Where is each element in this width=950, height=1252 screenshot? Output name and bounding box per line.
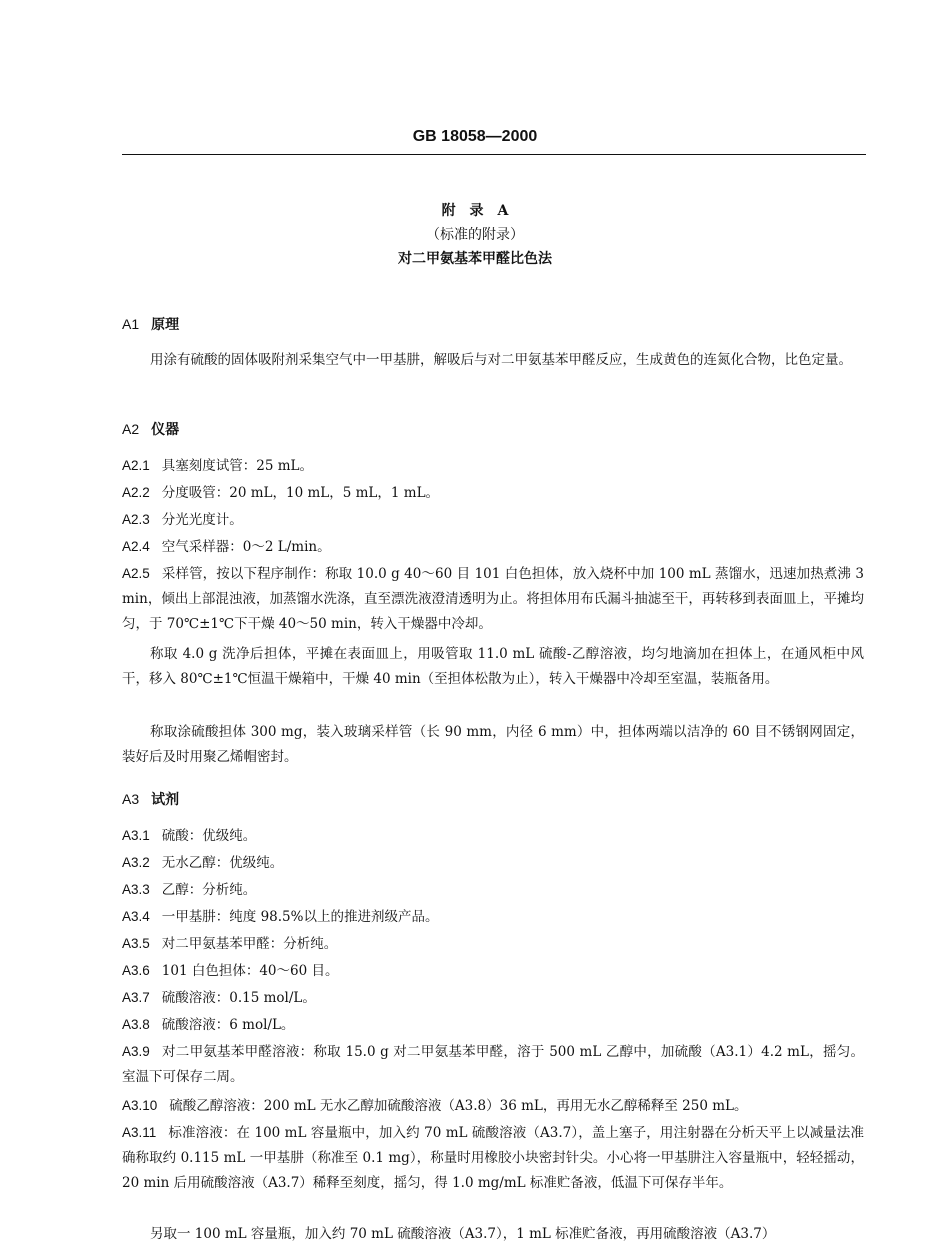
paragraph-sampling-tube: 称取涂硫酸担体 300 mg，装入玻璃采样管（长 90 mm，内径 6 mm）中，担体两端以洁净的 60 目不锈钢网固定，装好后及时用聚乙烯帽密封。 xyxy=(122,724,864,765)
item-text: 对二甲氨基苯甲醛溶液：称取 15.0 g 对二甲氨基苯甲醛，溶于 500 mL 乙醇中，加硫酸（A3.1）4.2 mL，摇匀。室温下可保存二周。 xyxy=(122,1044,864,1085)
item-number: A2.5 xyxy=(122,566,150,581)
appendix-title: 附 录 A xyxy=(441,203,509,219)
list-item xyxy=(122,453,864,479)
item-number: A2.1 xyxy=(122,458,150,473)
list-item xyxy=(122,1012,864,1038)
item-number: A3.9 xyxy=(122,1044,150,1059)
header-rule xyxy=(122,154,866,155)
item-text: 分度吸管：20 mL，10 mL，5 mL，1 mL。 xyxy=(161,485,440,501)
item-text: 硫酸乙醇溶液：200 mL 无水乙醇加硫酸溶液（A3.8）36 mL，再用无水乙醇稀释至 250 mL。 xyxy=(169,1098,748,1114)
section-heading-a2 xyxy=(122,419,179,439)
method-title: 对二甲氨基苯甲醛比色法 xyxy=(398,251,552,267)
section-title: 仪器 xyxy=(151,422,180,438)
list-item xyxy=(122,904,864,930)
item-text: 采样管，按以下程序制作：称取 10.0 g 40～60 目 101 白色担体，放入烧杯中加 100 mL 蒸馏水，迅速加热煮沸 3 min，倾出上部混浊液，加蒸馏水洗涤，直至漂洗液澄清透明为止。将担体用布氏漏斗抽滤至干，再转移到表面皿上，平摊均匀，于 70℃±1℃下干燥 40～50 min，转入干燥器中冷却。 xyxy=(122,566,864,632)
paragraph-working-solution: 另取一 100 mL 容量瓶，加入约 70 mL 硫酸溶液（A3.7），1 mL 标准贮备液，再用硫酸溶液（A3.7） xyxy=(150,1226,776,1242)
document-code: GB 18058—2000 xyxy=(412,128,538,145)
item-number: A3.7 xyxy=(122,990,150,1005)
item-number: A3.2 xyxy=(122,855,150,870)
item-text: 具塞刻度试管：25 mL。 xyxy=(161,458,314,474)
list-item xyxy=(122,561,864,637)
item-text: 硫酸溶液：6 mol/L。 xyxy=(161,1017,295,1033)
section-number: A1 xyxy=(122,316,140,332)
appendix-subtitle: （标准的附录） xyxy=(426,227,524,243)
item-number: A2.3 xyxy=(122,512,150,527)
item-number: A3.4 xyxy=(122,909,150,924)
list-item xyxy=(122,1120,864,1196)
list-item xyxy=(122,1093,864,1119)
item-number: A2.2 xyxy=(122,485,150,500)
section-heading-a1 xyxy=(122,314,179,334)
section-heading-a3 xyxy=(122,789,179,809)
list-item xyxy=(122,823,864,849)
list-item xyxy=(122,507,864,533)
section-title: 试剂 xyxy=(151,792,180,808)
item-text: 硫酸溶液：0.15 mol/L。 xyxy=(161,990,316,1006)
section-title: 原理 xyxy=(151,317,180,333)
item-text: 标准溶液：在 100 mL 容量瓶中，加入约 70 mL 硫酸溶液（A3.7），盖上塞子，用注射器在分析天平上以减量法准确称取约 0.115 mL 一甲基肼（称准至 0.1 mg），称量时用橡胶小块密封针尖。小心将一甲基肼注入容量瓶中，轻轻摇动，20 min 后用硫酸溶液（A3.7）稀释至刻度，摇匀，得 1.0 mg/mL 标准贮备液，低温下可保存半年。 xyxy=(122,1125,864,1191)
list-item xyxy=(122,850,864,876)
item-text: 101 白色担体：40～60 目。 xyxy=(161,963,339,979)
item-number: A3.8 xyxy=(122,1017,150,1032)
list-item xyxy=(122,877,864,903)
item-number: A2.4 xyxy=(122,539,150,554)
list-item xyxy=(122,958,864,984)
item-text: 硫酸：优级纯。 xyxy=(161,828,257,844)
item-number: A3.3 xyxy=(122,882,150,897)
list-item xyxy=(122,480,864,506)
list-item xyxy=(122,985,864,1011)
paragraph-support-coating: 称取 4.0 g 洗净后担体，平摊在表面皿上，用吸管取 11.0 mL 硫酸-乙醇溶液，均匀地滴加在担体上，在通风柜中风干，移入 80℃±1℃恒温干燥箱中，干燥 40 min（至担体松散为止），转入干燥器中冷却至室温，装瓶备用。 xyxy=(122,646,864,687)
item-text: 一甲基肼：纯度 98.5%以上的推进剂级产品。 xyxy=(161,909,439,925)
item-number: A3.6 xyxy=(122,963,150,978)
section-number: A3 xyxy=(122,791,140,807)
item-number: A3.10 xyxy=(122,1098,158,1113)
item-text: 空气采样器：0～2 L/min。 xyxy=(161,539,331,555)
item-text: 对二甲氨基苯甲醛：分析纯。 xyxy=(161,936,338,952)
paragraph-principle: 用涂有硫酸的固体吸附剂采集空气中一甲基肼，解吸后与对二甲氨基苯甲醛反应，生成黄色的连氮化合物，比色定量。 xyxy=(150,352,852,368)
item-number: A3.11 xyxy=(122,1125,157,1140)
list-item xyxy=(122,931,864,957)
item-text: 乙醇：分析纯。 xyxy=(161,882,257,898)
item-text: 无水乙醇：优级纯。 xyxy=(161,855,284,871)
list-item xyxy=(122,534,864,560)
section-number: A2 xyxy=(122,421,140,437)
item-number: A3.5 xyxy=(122,936,150,951)
item-number: A3.1 xyxy=(122,828,150,843)
item-text: 分光光度计。 xyxy=(161,512,243,528)
list-item xyxy=(122,1039,864,1090)
